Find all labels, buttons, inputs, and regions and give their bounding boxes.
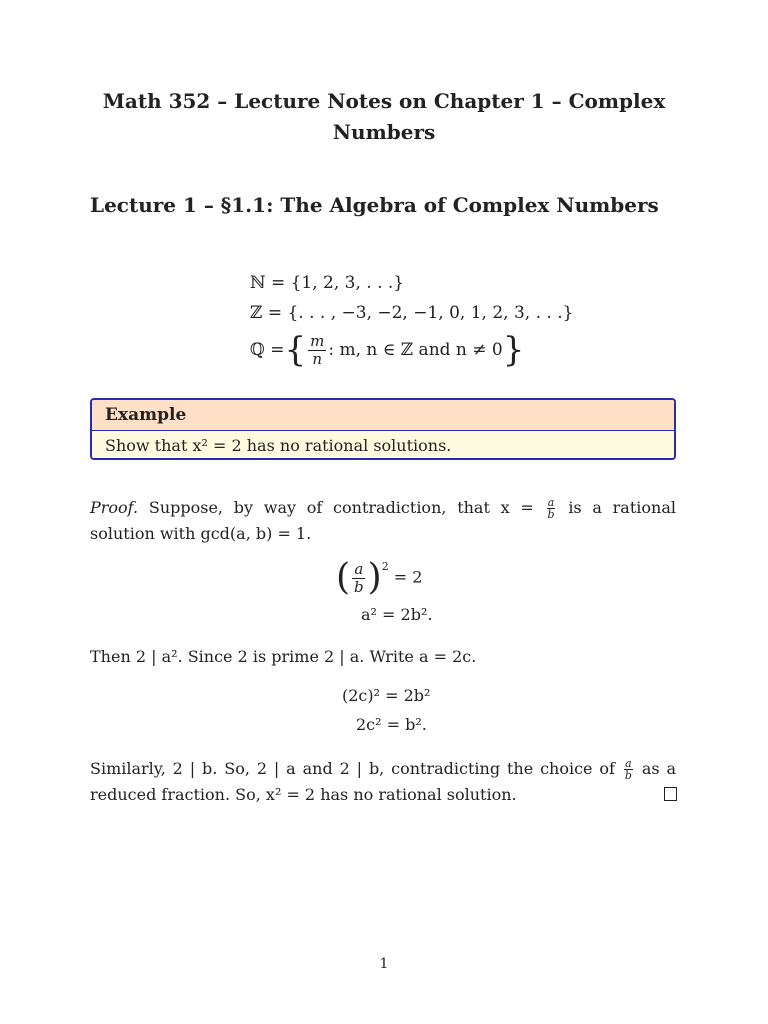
equation-1-rhs: = 2 [393, 567, 423, 587]
example-box [90, 398, 676, 460]
rationals-numerator: m [310, 331, 325, 350]
equation-1 [336, 557, 423, 598]
equation-1-power: 2 [381, 560, 389, 574]
rationals-prefix: ℚ = [250, 340, 285, 360]
proof-label: Proof. [90, 498, 139, 517]
conclusion-fraction [624, 758, 633, 781]
proof-intro-tail: is a rational solution with gcd(a, b) = 1. [90, 498, 676, 543]
example-heading: Example [92, 400, 674, 431]
conclusion-text-b: as a reduced fraction. So, x² = 2 has no rational solution. [90, 759, 677, 804]
proof-intro [90, 495, 676, 547]
proof-conclusion [90, 756, 676, 808]
conclusion-text-a: Similarly, 2 | b. So, 2 | a and 2 | b, contradicting the choice of [90, 759, 615, 778]
example-statement: Show that x² = 2 has no rational solutions. [92, 431, 674, 460]
right-brace: } [502, 330, 525, 370]
equation-2: a² = 2b². [361, 605, 433, 624]
document-title: Math 352 – Lecture Notes on Chapter 1 – Complex Numbers [102, 89, 666, 144]
fraction-numerator: a [547, 496, 555, 509]
proof-intro-text: Suppose, by way of contradiction, that x = [148, 498, 534, 517]
naturals-definition: ℕ = {1, 2, 3, . . .} [250, 273, 405, 293]
equation-1-fraction [352, 559, 366, 596]
equation-3: (2c)² = 2b² [342, 686, 431, 705]
left-brace: { [284, 330, 307, 370]
rationals-definition [250, 328, 573, 372]
fraction-denominator: b [547, 508, 555, 521]
fraction-denominator: b [624, 769, 632, 782]
proof-then: Then 2 | a². Since 2 is prime 2 | a. Write a = 2c. [90, 647, 477, 666]
page-number: 1 [379, 956, 389, 972]
proof-intro-fraction [547, 497, 556, 520]
section-heading: Lecture 1 – §1.1: The Algebra of Complex Numbers [90, 193, 659, 217]
equation-4: 2c² = b². [356, 715, 427, 734]
rationals-denominator: n [312, 349, 323, 368]
fraction-denominator: b [354, 577, 364, 596]
fraction-numerator: a [354, 559, 364, 578]
number-sets-block [250, 268, 573, 372]
right-paren: ) [367, 557, 382, 598]
left-paren: ( [336, 557, 351, 598]
rationals-fraction [308, 331, 326, 368]
rationals-condition: : m, n ∈ ℤ and n ≠ 0 [328, 340, 503, 360]
qed-square-icon [664, 787, 677, 801]
fraction-numerator: a [625, 757, 632, 770]
integers-definition: ℤ = {. . . , −3, −2, −1, 0, 1, 2, 3, . . .} [250, 303, 574, 323]
